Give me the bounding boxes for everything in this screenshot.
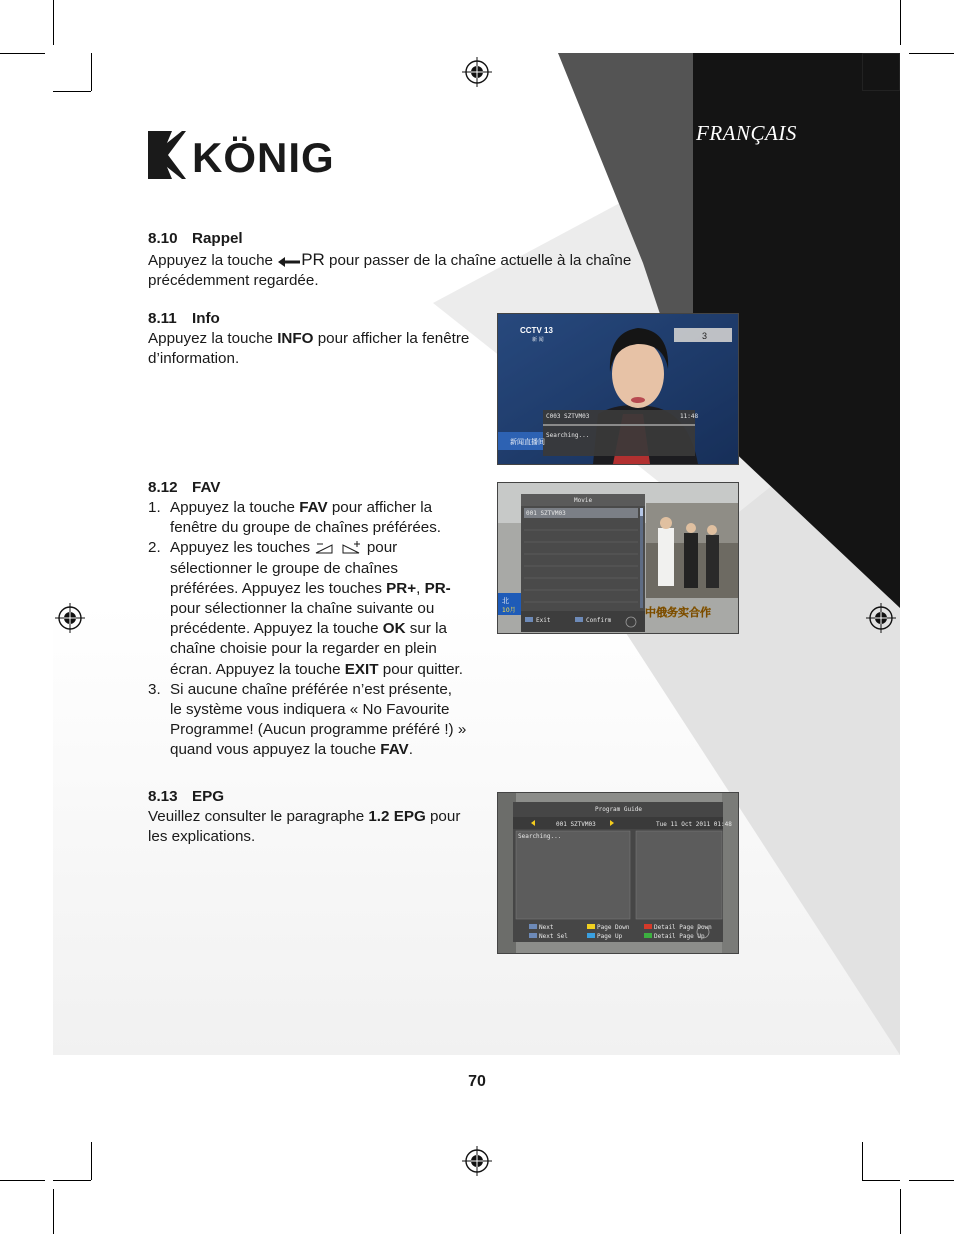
text-span: Appuyez la touche — [170, 499, 300, 516]
screen-list-title: Movie — [574, 497, 593, 504]
section-heading-rappel — [148, 229, 243, 249]
fav-screenshot — [497, 482, 739, 634]
list-item — [148, 538, 488, 679]
text-span: précédemment regardée. — [148, 272, 319, 290]
item-number: 2. — [148, 539, 161, 557]
epg-screenshot — [497, 792, 739, 954]
logo-text: KÖNIG — [192, 134, 335, 181]
crop-mark — [53, 91, 91, 92]
text-span: pour passer de la chaîne actuelle à la chaîne — [324, 252, 632, 269]
registration-mark-icon — [55, 603, 85, 633]
text-span: Appuyez les touches — [170, 539, 315, 557]
crop-mark — [900, 1189, 901, 1234]
text-span: précédente. Appuyez la touche — [170, 620, 383, 638]
screen-exit-hint: Exit — [536, 617, 551, 624]
list-item — [148, 680, 488, 761]
info-key: INFO — [277, 330, 314, 347]
fav-list — [148, 498, 488, 761]
text-span: fenêtre du groupe de chaînes préférées. — [170, 519, 442, 537]
language-label: FRANÇAIS — [696, 121, 797, 145]
arrow-left-icon — [277, 256, 301, 268]
section-number: 8.11 — [148, 310, 177, 327]
screen-time: 11:48 — [680, 413, 699, 420]
crop-mark — [0, 1180, 45, 1181]
text-span: pour — [362, 539, 398, 557]
volume-down-icon — [314, 541, 336, 555]
epg-reference: 1.2 EPG — [368, 808, 426, 825]
legend-label: Page Down — [597, 924, 630, 931]
section-title: Info — [192, 310, 220, 327]
crop-mark — [909, 1180, 954, 1181]
registration-mark-icon — [866, 603, 896, 633]
section-number: 8.13 — [148, 788, 178, 805]
legend-label: Page Up — [597, 933, 623, 940]
page-number: 70 — [468, 1073, 486, 1090]
text-span: , — [416, 579, 425, 597]
screen-sub: 新 闻 — [532, 337, 544, 343]
text-span: . — [408, 741, 413, 759]
text-span: les explications. — [148, 828, 256, 846]
screen-date: 10月 — [502, 607, 516, 614]
text-span: Appuyez la touche — [148, 330, 278, 347]
list-item — [148, 498, 488, 538]
text-span: pour — [425, 808, 461, 825]
rappel-paragraph — [148, 250, 668, 291]
crop-mark — [862, 1142, 863, 1180]
item-number: 1. — [148, 499, 161, 516]
text-span: Si aucune chaîne préférée n’est présente, — [170, 680, 452, 698]
screen-epg-title: Program Guide — [595, 806, 642, 813]
text-span: sur la — [405, 620, 447, 638]
crop-mark — [53, 1189, 54, 1234]
text-span: d’information. — [148, 350, 240, 368]
screen-logo: CCTV 13 — [520, 326, 553, 335]
crop-mark — [91, 53, 92, 91]
crop-mark — [91, 1142, 92, 1180]
legend-label: Detail Page Down — [654, 924, 712, 931]
item-number: 3. — [148, 680, 161, 698]
screen-channel: C003 SZTVM03 — [546, 413, 590, 420]
section-heading-info — [148, 309, 220, 329]
text-span: quand vous appuyez la touche — [170, 741, 381, 759]
text-span: pour afficher la — [327, 499, 433, 516]
fav-key: FAV — [299, 499, 328, 516]
crop-mark — [909, 53, 954, 54]
info-paragraph — [148, 329, 488, 369]
screen-status: Searching... — [546, 432, 590, 439]
screen-city: 北 — [502, 597, 509, 605]
screen-caption: 中俄务实合作 — [645, 606, 711, 619]
screen-channel-number: 3 — [702, 331, 708, 341]
section-heading-fav — [148, 478, 220, 498]
text-span: pour quitter. — [378, 660, 463, 678]
pr-minus-key: PR- — [424, 579, 451, 597]
section-heading-epg — [148, 787, 224, 807]
crop-mark — [0, 53, 45, 54]
screen-list-item: 001 SZTVM03 — [526, 510, 566, 517]
text-span: sélectionner le groupe de chaînes — [170, 559, 398, 577]
screen-epg-datetime: Tue 11 Oct 2011 01:48 — [656, 821, 732, 828]
text-span: le système vous indiquera « No Favourite — [170, 701, 450, 719]
text-span: écran. Appuyez la touche — [170, 660, 345, 678]
section-number: 8.12 — [148, 479, 178, 496]
pr-plus-key: PR+ — [386, 579, 417, 597]
crop-mark — [53, 1180, 91, 1181]
exit-key: EXIT — [344, 660, 379, 678]
volume-up-icon — [341, 541, 363, 555]
legend-label: Detail Page Up — [654, 933, 705, 940]
screen-epg-channel: 001 SZTVM03 — [556, 821, 596, 828]
text-span: pour sélectionner la chaîne suivante ou — [170, 600, 435, 618]
crop-box — [862, 53, 900, 91]
text-span: Veuillez consulter le paragraphe — [148, 808, 369, 825]
screen-epg-status: Searching... — [518, 833, 562, 840]
info-screenshot — [497, 313, 739, 465]
fav-key: FAV — [380, 741, 409, 759]
text-span: Appuyez la touche — [148, 252, 278, 269]
section-number: 8.10 — [148, 230, 178, 247]
section-title: EPG — [192, 788, 225, 805]
epg-paragraph — [148, 807, 488, 847]
registration-mark-icon — [462, 1146, 492, 1176]
registration-mark-icon — [462, 57, 492, 87]
text-span: préférées. Appuyez les touches — [170, 579, 387, 597]
screen-confirm-hint: Confirm — [586, 617, 612, 624]
pr-key-label: PR — [301, 250, 325, 269]
crop-mark — [900, 0, 901, 45]
text-span: Programme! (Aucun programme préféré !) » — [170, 721, 467, 739]
konig-logo — [148, 129, 354, 181]
crop-mark — [53, 0, 54, 45]
section-title: Rappel — [192, 230, 243, 247]
section-title: FAV — [192, 479, 221, 496]
legend-label: Next — [539, 924, 554, 931]
screen-ticker: 新闻直播间 — [510, 438, 545, 446]
legend-label: Next Sel — [539, 933, 568, 940]
text-span: pour afficher la fenêtre — [313, 330, 470, 347]
ok-key: OK — [382, 620, 406, 638]
crop-mark — [862, 1180, 900, 1181]
text-span: chaîne choisie pour la regarder en plein — [170, 640, 437, 658]
